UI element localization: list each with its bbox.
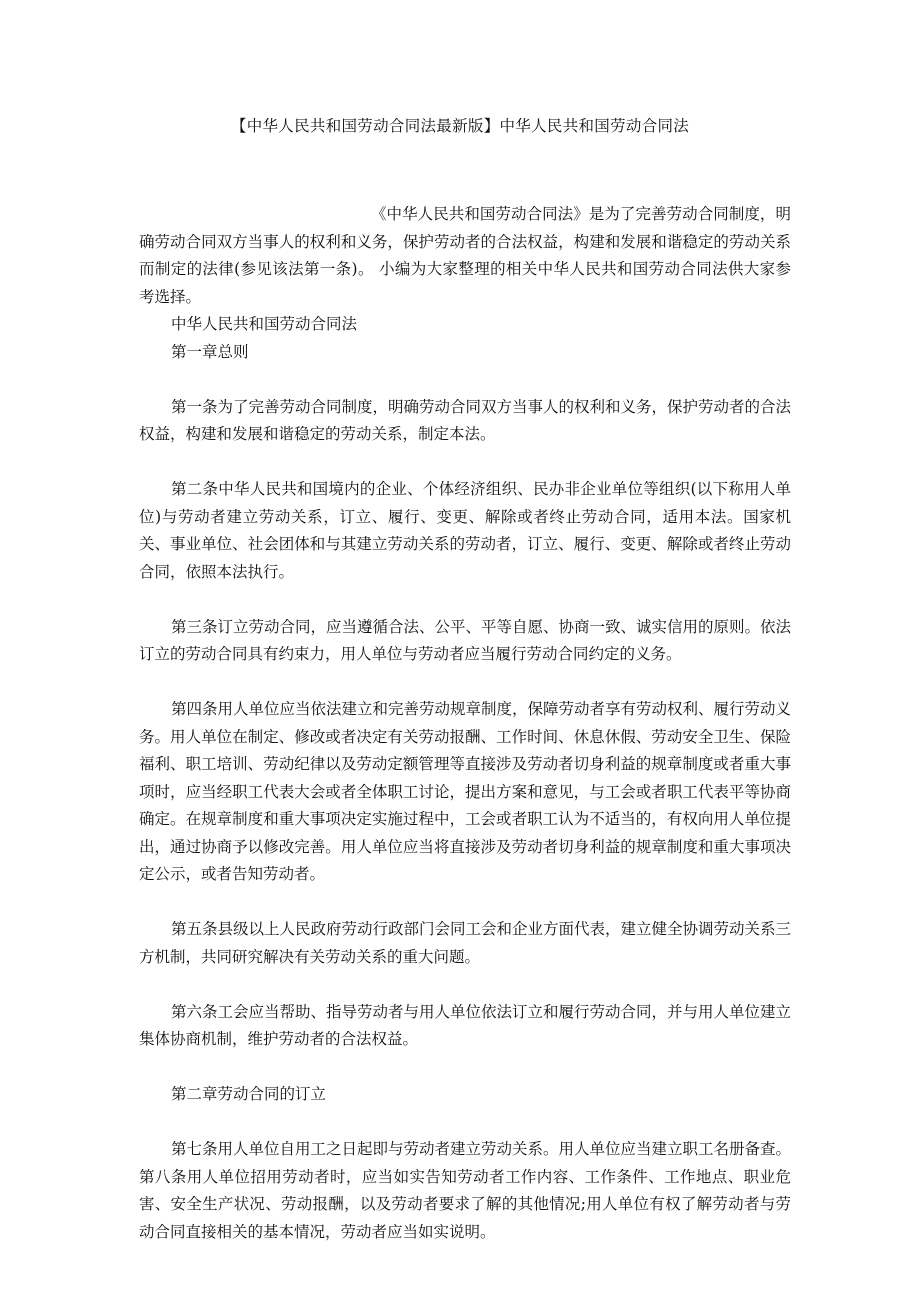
document-body <box>139 201 791 1246</box>
chapter-2-heading: 第二章劳动合同的订立 <box>171 1085 327 1103</box>
article-1: 第一条为了完善劳动合同制度，明确劳动合同双方当事人的权利和义务，保护劳动者的合法权益，构建和发展和谐稳定的劳动关系，制定本法。 <box>139 397 792 443</box>
article-2: 第二条中华人民共和国境内的企业、个体经济组织、民办非企业单位等组织(以下称用人单位)与劳动者建立劳动关系，订立、履行、变更、解除或者终止劳动合同，适用本法。国家机关、事业单位、社会团体和与其建立劳动关系的劳动者，订立、履行、变更、解除或者终止劳动合同，依照本法执行。 <box>139 480 791 581</box>
intro-paragraph: 《中华人民共和国劳动合同法》是为了完善劳动合同制度，明确劳动合同双方当事人的权利和义务，保护劳动者的合法权益，构建和发展和谐稳定的劳动关系而制定的法律(参见该法第一条)。 小编为大家整理的相关中华人民共和国劳动合同法供大家参考选择。 <box>139 205 791 306</box>
law-name-heading: 中华人民共和国劳动合同法 <box>171 315 358 333</box>
article-3: 第三条订立劳动合同，应当遵循合法、公平、平等自愿、协商一致、诚实信用的原则。依法订立的劳动合同具有约束力，用人单位与劳动者应当履行劳动合同约定的义务。 <box>139 617 792 663</box>
document-title: 【中华人民共和国劳动合同法最新版】中华人民共和国劳动合同法 <box>230 117 690 135</box>
chapter-1-heading: 第一章总则 <box>171 342 249 361</box>
article-5: 第五条县级以上人民政府劳动行政部门会同工会和企业方面代表，建立健全协调劳动关系三方机制，共同研究解决有关劳动关系的重大问题。 <box>139 920 792 966</box>
article-6: 第六条工会应当帮助、指导劳动者与用人单位依法订立和履行劳动合同，并与用人单位建立集体协商机制，维护劳动者的合法权益。 <box>139 1002 792 1048</box>
article-7-8: 第七条用人单位自用工之日起即与劳动者建立劳动关系。用人单位应当建立职工名册备查。 第八条用人单位招用劳动者时，应当如实告知劳动者工作内容、工作条件、工作地点、职业危害、安全生产状况、劳动报酬，以及劳动者要求了解的其他情况;用人单位有权了解劳动者与劳动合同直接相关的基本情况，劳动者应当如实说明。 <box>139 1140 792 1241</box>
article-4: 第四条用人单位应当依法建立和完善劳动规章制度，保障劳动者享有劳动权利、履行劳动义务。用人单位在制定、修改或者决定有关劳动报酬、工作时间、休息休假、劳动安全卫生、保险福利、职工培训、劳动纪律以及劳动定额管理等直接涉及劳动者切身利益的规章制度或者重大事项时，应当经职工代表大会或者全体职工讨论，提出方案和意见，与工会或者职工代表平等协商确定。在规章制度和重大事项决定实施过程中，工会或者职工认为不适当的，有权向用人单位提出，通过协商予以修改完善。用人单位应当将直接涉及劳动者切身利益的规章制度和重大事项决定公示，或者告知劳动者。 <box>139 700 792 883</box>
